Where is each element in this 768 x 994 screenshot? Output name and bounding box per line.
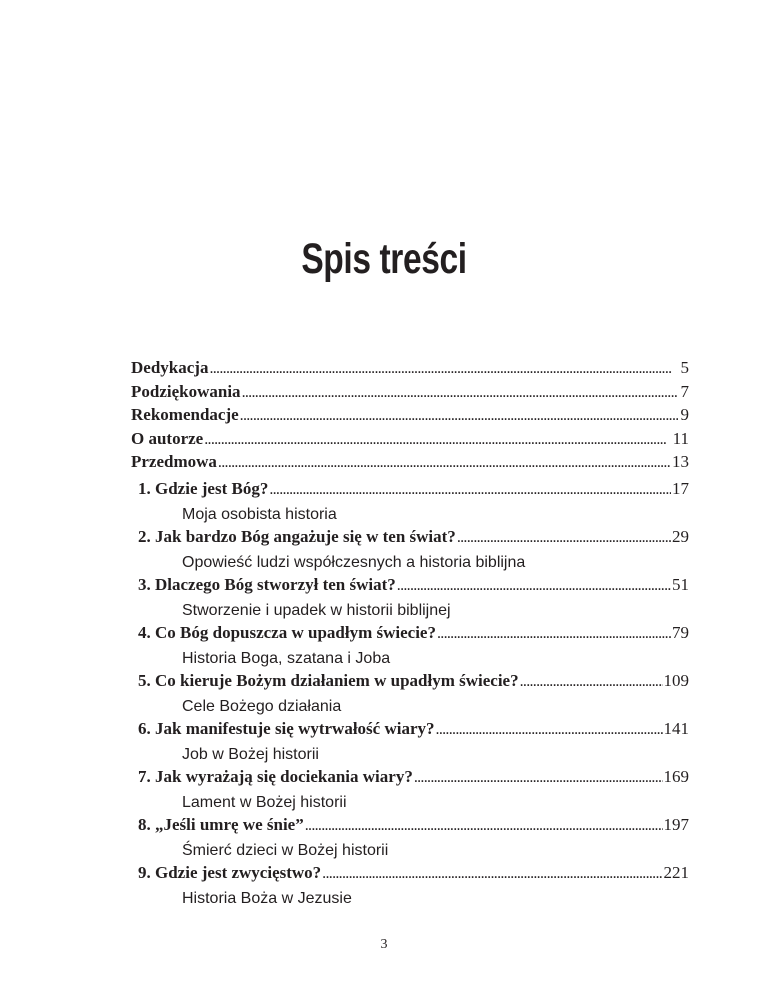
chapter-subtitle: Cele Bożego działania: [182, 698, 342, 715]
dot-leader: [242, 384, 678, 402]
chapter-page: 109: [663, 671, 689, 690]
chapter-subtitle: Stworzenie i upadek w historii biblijnej: [182, 602, 451, 619]
chapter-entry[interactable]: [138, 527, 689, 575]
dot-leader: [437, 625, 671, 643]
toc-entry-page: 13: [672, 452, 689, 471]
chapter-entry[interactable]: [138, 815, 689, 863]
toc-entry-page: 11: [672, 428, 689, 448]
toc-entry-dedication[interactable]: [131, 358, 689, 382]
toc-entry-page: 9: [680, 405, 689, 424]
chapter-page: 51: [672, 575, 689, 594]
chapter-subtitle: Moja osobista historia: [182, 506, 337, 523]
chapter-entry[interactable]: [138, 623, 689, 671]
chapter-page: 29: [672, 527, 689, 546]
chapter-page: 169: [663, 767, 689, 786]
chapter-subtitle: Job w Bożej historii: [182, 746, 319, 763]
toc-entry-label: O autorze: [131, 428, 204, 448]
dot-leader: [305, 817, 663, 835]
chapter-subtitle: Opowieść ludzi współczesnych a historia biblijna: [182, 554, 526, 571]
dot-leader: [209, 360, 678, 378]
toc-entry-page: 5: [680, 358, 689, 377]
chapter-entry[interactable]: [138, 575, 689, 623]
page-title: Spis treści: [301, 235, 467, 283]
chapter-entry[interactable]: [138, 479, 689, 527]
chapter-title: 7. Jak wyrażają się dociekania wiary?: [138, 767, 413, 786]
chapter-subtitle: Historia Boża w Jezusie: [182, 890, 352, 907]
chapter-subtitle: Śmierć dzieci w Bożej historii: [182, 842, 389, 859]
chapter-title: 2. Jak bardzo Bóg angażuje się w ten świat?: [138, 527, 456, 546]
toc-entry-foreword[interactable]: [131, 452, 689, 476]
toc-entry-label: Podziękowania: [131, 381, 241, 401]
chapter-subtitle: Lament w Bożej historii: [182, 794, 347, 811]
toc-entry-label: Rekomendacje: [131, 405, 239, 424]
toc-entry-label: Dedykacja: [131, 358, 209, 377]
toc-entry-acknowledgements[interactable]: [131, 382, 689, 406]
dot-leader: [414, 769, 663, 787]
chapter-list: [138, 479, 689, 911]
chapter-page: 79: [672, 623, 689, 642]
dot-leader: [520, 673, 663, 691]
toc-entry-label: Przedmowa: [131, 452, 217, 471]
chapter-subtitle: Historia Boga, szatana i Joba: [182, 650, 391, 667]
chapter-title: 6. Jak manifestuje się wytrwałość wiary?: [138, 719, 435, 738]
chapter-title: 4. Co Bóg dopuszcza w upadłym świecie?: [138, 623, 436, 642]
chapter-entry[interactable]: [138, 719, 689, 767]
chapter-entry[interactable]: [138, 767, 689, 815]
dot-leader: [397, 577, 671, 595]
toc-entry-about-author[interactable]: [131, 429, 689, 453]
chapter-title: 9. Gdzie jest zwycięstwo?: [138, 863, 322, 882]
chapter-title: 5. Co kieruje Bożym działaniem w upadłym świecie?: [138, 671, 519, 690]
chapter-page: 221: [663, 863, 689, 882]
dot-leader: [436, 721, 663, 739]
dot-leader: [204, 431, 671, 449]
chapter-page: 197: [663, 815, 689, 834]
toc-entry-page: 7: [680, 381, 689, 401]
page-number: 3: [380, 937, 388, 952]
dot-leader: [322, 865, 662, 883]
chapter-entry[interactable]: [138, 863, 689, 911]
toc-entry-recommendations[interactable]: [131, 405, 689, 429]
dot-leader: [269, 481, 671, 499]
dot-leader: [240, 407, 678, 425]
dot-leader: [218, 454, 671, 472]
chapter-title: 8. „Jeśli umrę we śnie”: [138, 815, 304, 834]
dot-leader: [457, 529, 671, 547]
front-matter-list: [131, 358, 689, 476]
chapter-page: 17: [672, 479, 689, 498]
chapter-page: 141: [663, 719, 689, 738]
chapter-entry[interactable]: [138, 671, 689, 719]
chapter-title: 1. Gdzie jest Bóg?: [138, 479, 269, 498]
chapter-title: 3. Dlaczego Bóg stworzył ten świat?: [138, 575, 396, 594]
